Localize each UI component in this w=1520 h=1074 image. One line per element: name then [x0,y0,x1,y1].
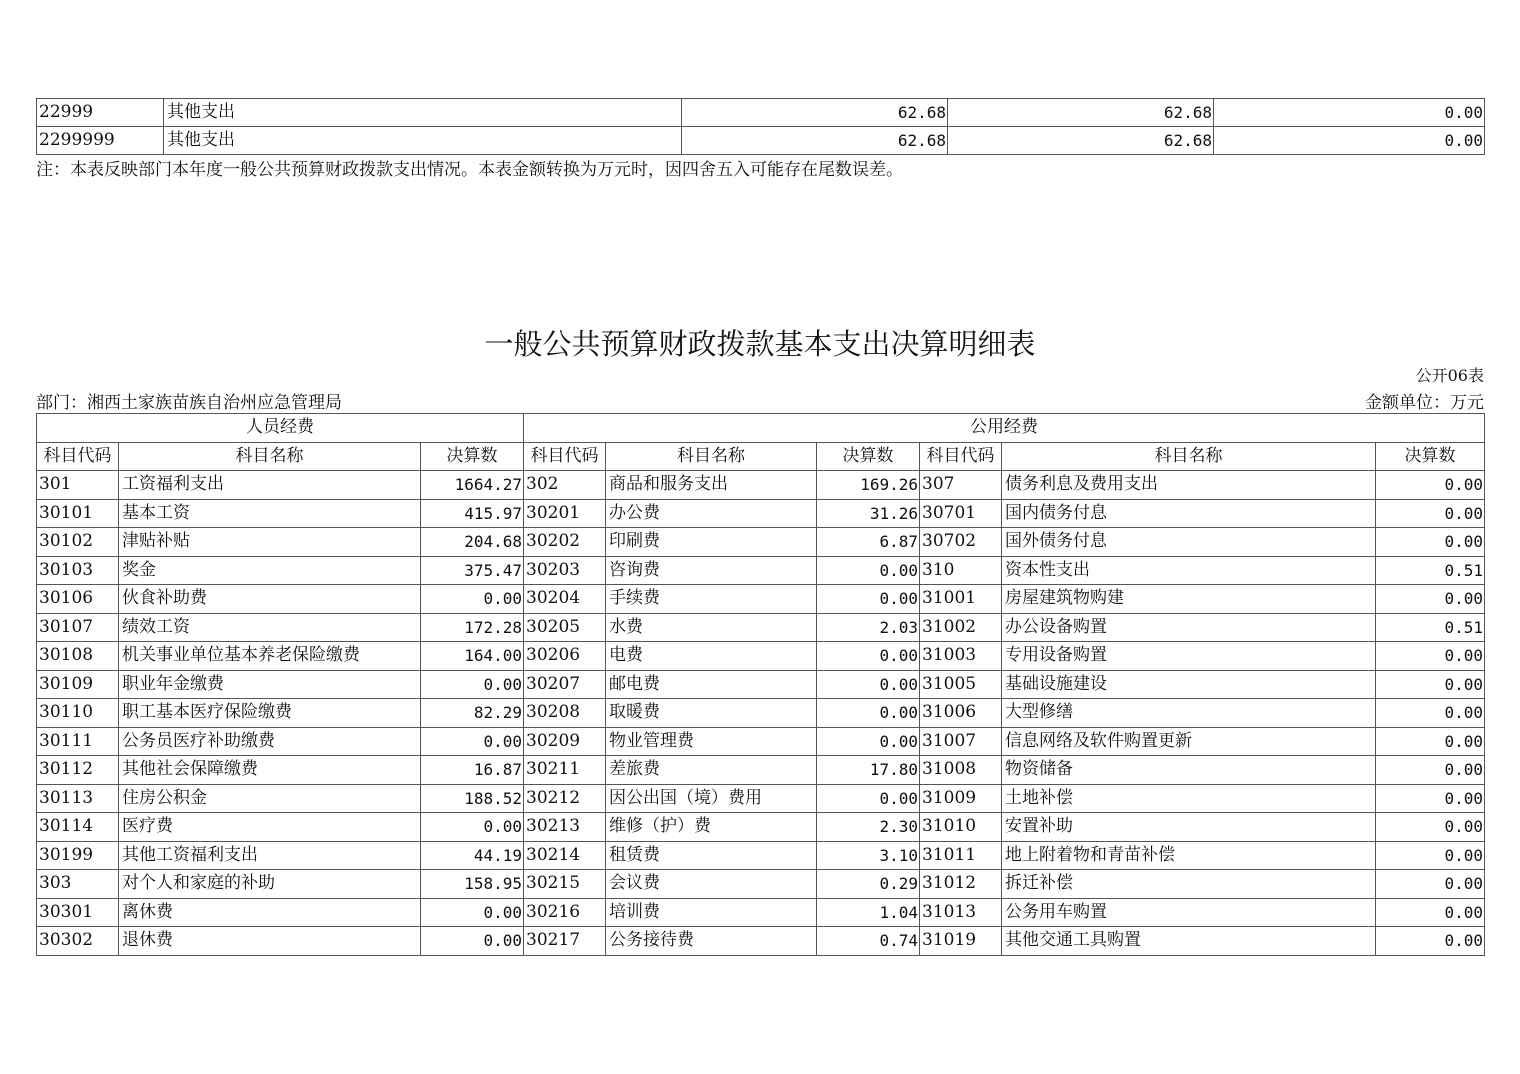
subject-name: 维修（护）费 [606,813,817,842]
subject-code: 30209 [524,727,606,756]
subject-code: 30215 [524,870,606,899]
amount: 44.19 [421,841,524,870]
subject-code: 31012 [920,870,1002,899]
amount: 0.00 [817,585,920,614]
subject-name: 水费 [606,613,817,642]
table-row [37,841,1485,870]
subject-code: 30701 [920,499,1002,528]
amount: 0.00 [421,727,524,756]
subject-code: 30208 [524,699,606,728]
subject-name: 咨询费 [606,556,817,585]
subject-name: 安置补助 [1002,813,1376,842]
subject-name: 商品和服务支出 [606,471,817,500]
subject-code: 310 [920,556,1002,585]
amount: 0.00 [817,642,920,671]
table-row [37,898,1485,927]
column-header-row [37,442,1485,471]
subject-code: 30301 [37,898,119,927]
amount: 0.00 [1376,528,1485,557]
subject-code: 303 [37,870,119,899]
col-header-code: 科目代码 [920,442,1002,471]
subject-name: 公务接待费 [606,927,817,956]
amount: 0.00 [1376,699,1485,728]
amount: 0.00 [421,898,524,927]
table-row [37,927,1485,956]
subject-code: 31001 [920,585,1002,614]
subject-name: 电费 [606,642,817,671]
subject-name: 伙食补助费 [119,585,421,614]
subject-code: 30203 [524,556,606,585]
subject-name: 地上附着物和青苗补偿 [1002,841,1376,870]
subject-name: 培训费 [606,898,817,927]
subject-name: 差旅费 [606,756,817,785]
col-header-amount: 决算数 [1376,442,1485,471]
amount: 0.00 [817,784,920,813]
amount: 82.29 [421,699,524,728]
subject-name: 因公出国（境）费用 [606,784,817,813]
amount: 62.68 [948,127,1214,155]
subject-name: 其他社会保障缴费 [119,756,421,785]
table-row [37,670,1485,699]
amount: 16.87 [421,756,524,785]
subject-code: 30204 [524,585,606,614]
subject-name: 取暖费 [606,699,817,728]
subject-name: 资本性支出 [1002,556,1376,585]
amount: 164.00 [421,642,524,671]
subject-name: 职业年金缴费 [119,670,421,699]
subject-code: 22999 [37,99,164,127]
amount: 31.26 [817,499,920,528]
subject-name: 物资储备 [1002,756,1376,785]
expenditure-detail-table [36,413,1485,956]
subject-name: 国内债务付息 [1002,499,1376,528]
subject-name: 住房公积金 [119,784,421,813]
amount: 0.00 [1376,727,1485,756]
amount: 158.95 [421,870,524,899]
subject-name: 津贴补贴 [119,528,421,557]
subject-code: 30217 [524,927,606,956]
amount: 0.00 [817,556,920,585]
amount: 0.51 [1376,556,1485,585]
col-header-code: 科目代码 [37,442,119,471]
subject-code: 31007 [920,727,1002,756]
amount: 1.04 [817,898,920,927]
subject-name: 医疗费 [119,813,421,842]
amount: 188.52 [421,784,524,813]
subject-code: 30202 [524,528,606,557]
subject-code: 31008 [920,756,1002,785]
table-row [37,556,1485,585]
amount: 0.00 [1376,499,1485,528]
amount: 0.00 [421,670,524,699]
subject-code: 30109 [37,670,119,699]
table-row [37,870,1485,899]
amount: 62.68 [682,99,948,127]
subject-name: 公务员医疗补助缴费 [119,727,421,756]
amount: 0.00 [1214,127,1485,155]
subject-code: 30211 [524,756,606,785]
subject-name: 离休费 [119,898,421,927]
table-row [37,127,1485,155]
amount: 2.03 [817,613,920,642]
subject-code: 301 [37,471,119,500]
amount: 415.97 [421,499,524,528]
amount: 2.30 [817,813,920,842]
personnel-expense-header: 人员经费 [37,414,524,443]
subject-name: 房屋建筑物购建 [1002,585,1376,614]
department-label: 部门：湘西土家族苗族自治州应急管理局 [36,393,342,413]
subject-code: 30214 [524,841,606,870]
amount: 3.10 [817,841,920,870]
table-row [37,613,1485,642]
subject-code: 30302 [37,927,119,956]
top-continuation-table [36,98,1485,155]
subject-name: 对个人和家庭的补助 [119,870,421,899]
amount: 0.00 [817,727,920,756]
amount: 0.00 [1376,841,1485,870]
subject-name: 办公费 [606,499,817,528]
subject-code: 31013 [920,898,1002,927]
subject-code: 302 [524,471,606,500]
subject-code: 30108 [37,642,119,671]
subject-code: 30106 [37,585,119,614]
table-row [37,585,1485,614]
subject-name: 专用设备购置 [1002,642,1376,671]
subject-name: 手续费 [606,585,817,614]
subject-name: 职工基本医疗保险缴费 [119,699,421,728]
subject-code: 2299999 [37,127,164,155]
subject-code: 30199 [37,841,119,870]
subject-name: 大型修缮 [1002,699,1376,728]
table-row [37,499,1485,528]
table-row [37,784,1485,813]
amount: 0.00 [817,699,920,728]
subject-name: 国外债务付息 [1002,528,1376,557]
subject-code: 31005 [920,670,1002,699]
amount: 0.00 [1376,898,1485,927]
amount-unit-label: 金额单位：万元 [1365,393,1484,413]
col-header-amount: 决算数 [421,442,524,471]
subject-name: 土地补偿 [1002,784,1376,813]
amount: 0.00 [421,813,524,842]
subject-name: 工资福利支出 [119,471,421,500]
subject-name: 邮电费 [606,670,817,699]
subject-name: 基础设施建设 [1002,670,1376,699]
amount: 0.00 [1376,870,1485,899]
subject-name: 其他支出 [164,127,682,155]
amount: 6.87 [817,528,920,557]
table-row [37,471,1485,500]
amount: 375.47 [421,556,524,585]
amount: 0.00 [1376,784,1485,813]
amount: 0.00 [1376,813,1485,842]
amount: 169.26 [817,471,920,500]
table-number: 公开06表 [1415,366,1484,385]
amount: 204.68 [421,528,524,557]
subject-name: 公务用车购置 [1002,898,1376,927]
subject-code: 30114 [37,813,119,842]
subject-code: 31009 [920,784,1002,813]
subject-name: 退休费 [119,927,421,956]
subject-name: 其他交通工具购置 [1002,927,1376,956]
amount: 0.00 [1376,642,1485,671]
subject-code: 30113 [37,784,119,813]
subject-code: 30213 [524,813,606,842]
amount: 0.00 [1376,585,1485,614]
subject-code: 31011 [920,841,1002,870]
subject-name: 其他工资福利支出 [119,841,421,870]
col-header-name: 科目名称 [1002,442,1376,471]
subject-name: 租赁费 [606,841,817,870]
amount: 0.00 [1214,99,1485,127]
subject-code: 30201 [524,499,606,528]
subject-code: 31006 [920,699,1002,728]
subject-name: 信息网络及软件购置更新 [1002,727,1376,756]
table-row [37,642,1485,671]
amount: 0.00 [1376,756,1485,785]
subject-code: 30102 [37,528,119,557]
col-header-name: 科目名称 [606,442,817,471]
amount: 0.00 [1376,927,1485,956]
subject-code: 30206 [524,642,606,671]
col-header-code: 科目代码 [524,442,606,471]
subject-code: 30101 [37,499,119,528]
subject-name: 拆迁补偿 [1002,870,1376,899]
public-expense-header: 公用经费 [524,414,1485,443]
subject-name: 绩效工资 [119,613,421,642]
amount: 0.00 [1376,670,1485,699]
subject-code: 31019 [920,927,1002,956]
amount: 0.00 [1376,471,1485,500]
amount: 1664.27 [421,471,524,500]
page-title: 一般公共预算财政拨款基本支出决算明细表 [484,327,1036,361]
subject-code: 30702 [920,528,1002,557]
subject-code: 31003 [920,642,1002,671]
subject-code: 30111 [37,727,119,756]
amount: 0.29 [817,870,920,899]
subject-code: 30212 [524,784,606,813]
subject-code: 30205 [524,613,606,642]
table-row [37,99,1485,127]
table-row [37,727,1485,756]
subject-name: 奖金 [119,556,421,585]
subject-name: 其他支出 [164,99,682,127]
table-row [37,528,1485,557]
amount: 17.80 [817,756,920,785]
amount: 0.00 [421,585,524,614]
table-row [37,699,1485,728]
subject-name: 办公设备购置 [1002,613,1376,642]
subject-name: 债务利息及费用支出 [1002,471,1376,500]
amount: 172.28 [421,613,524,642]
table-row [37,756,1485,785]
subject-code: 30207 [524,670,606,699]
table-note: 注：本表反映部门本年度一般公共预算财政拨款支出情况。本表金额转换为万元时，因四舍五入可能存在尾数误差。 [36,160,903,180]
subject-code: 30110 [37,699,119,728]
amount: 0.00 [421,927,524,956]
amount: 0.51 [1376,613,1485,642]
subject-code: 31002 [920,613,1002,642]
subject-name: 物业管理费 [606,727,817,756]
subject-name: 印刷费 [606,528,817,557]
subject-name: 基本工资 [119,499,421,528]
subject-code: 30112 [37,756,119,785]
subject-code: 30216 [524,898,606,927]
subject-code: 30107 [37,613,119,642]
table-row [37,813,1485,842]
subject-name: 会议费 [606,870,817,899]
amount: 62.68 [948,99,1214,127]
subject-name: 机关事业单位基本养老保险缴费 [119,642,421,671]
amount: 0.74 [817,927,920,956]
group-header-row [37,414,1485,443]
col-header-name: 科目名称 [119,442,421,471]
amount: 62.68 [682,127,948,155]
col-header-amount: 决算数 [817,442,920,471]
subject-code: 31010 [920,813,1002,842]
amount: 0.00 [817,670,920,699]
subject-code: 30103 [37,556,119,585]
subject-code: 307 [920,471,1002,500]
